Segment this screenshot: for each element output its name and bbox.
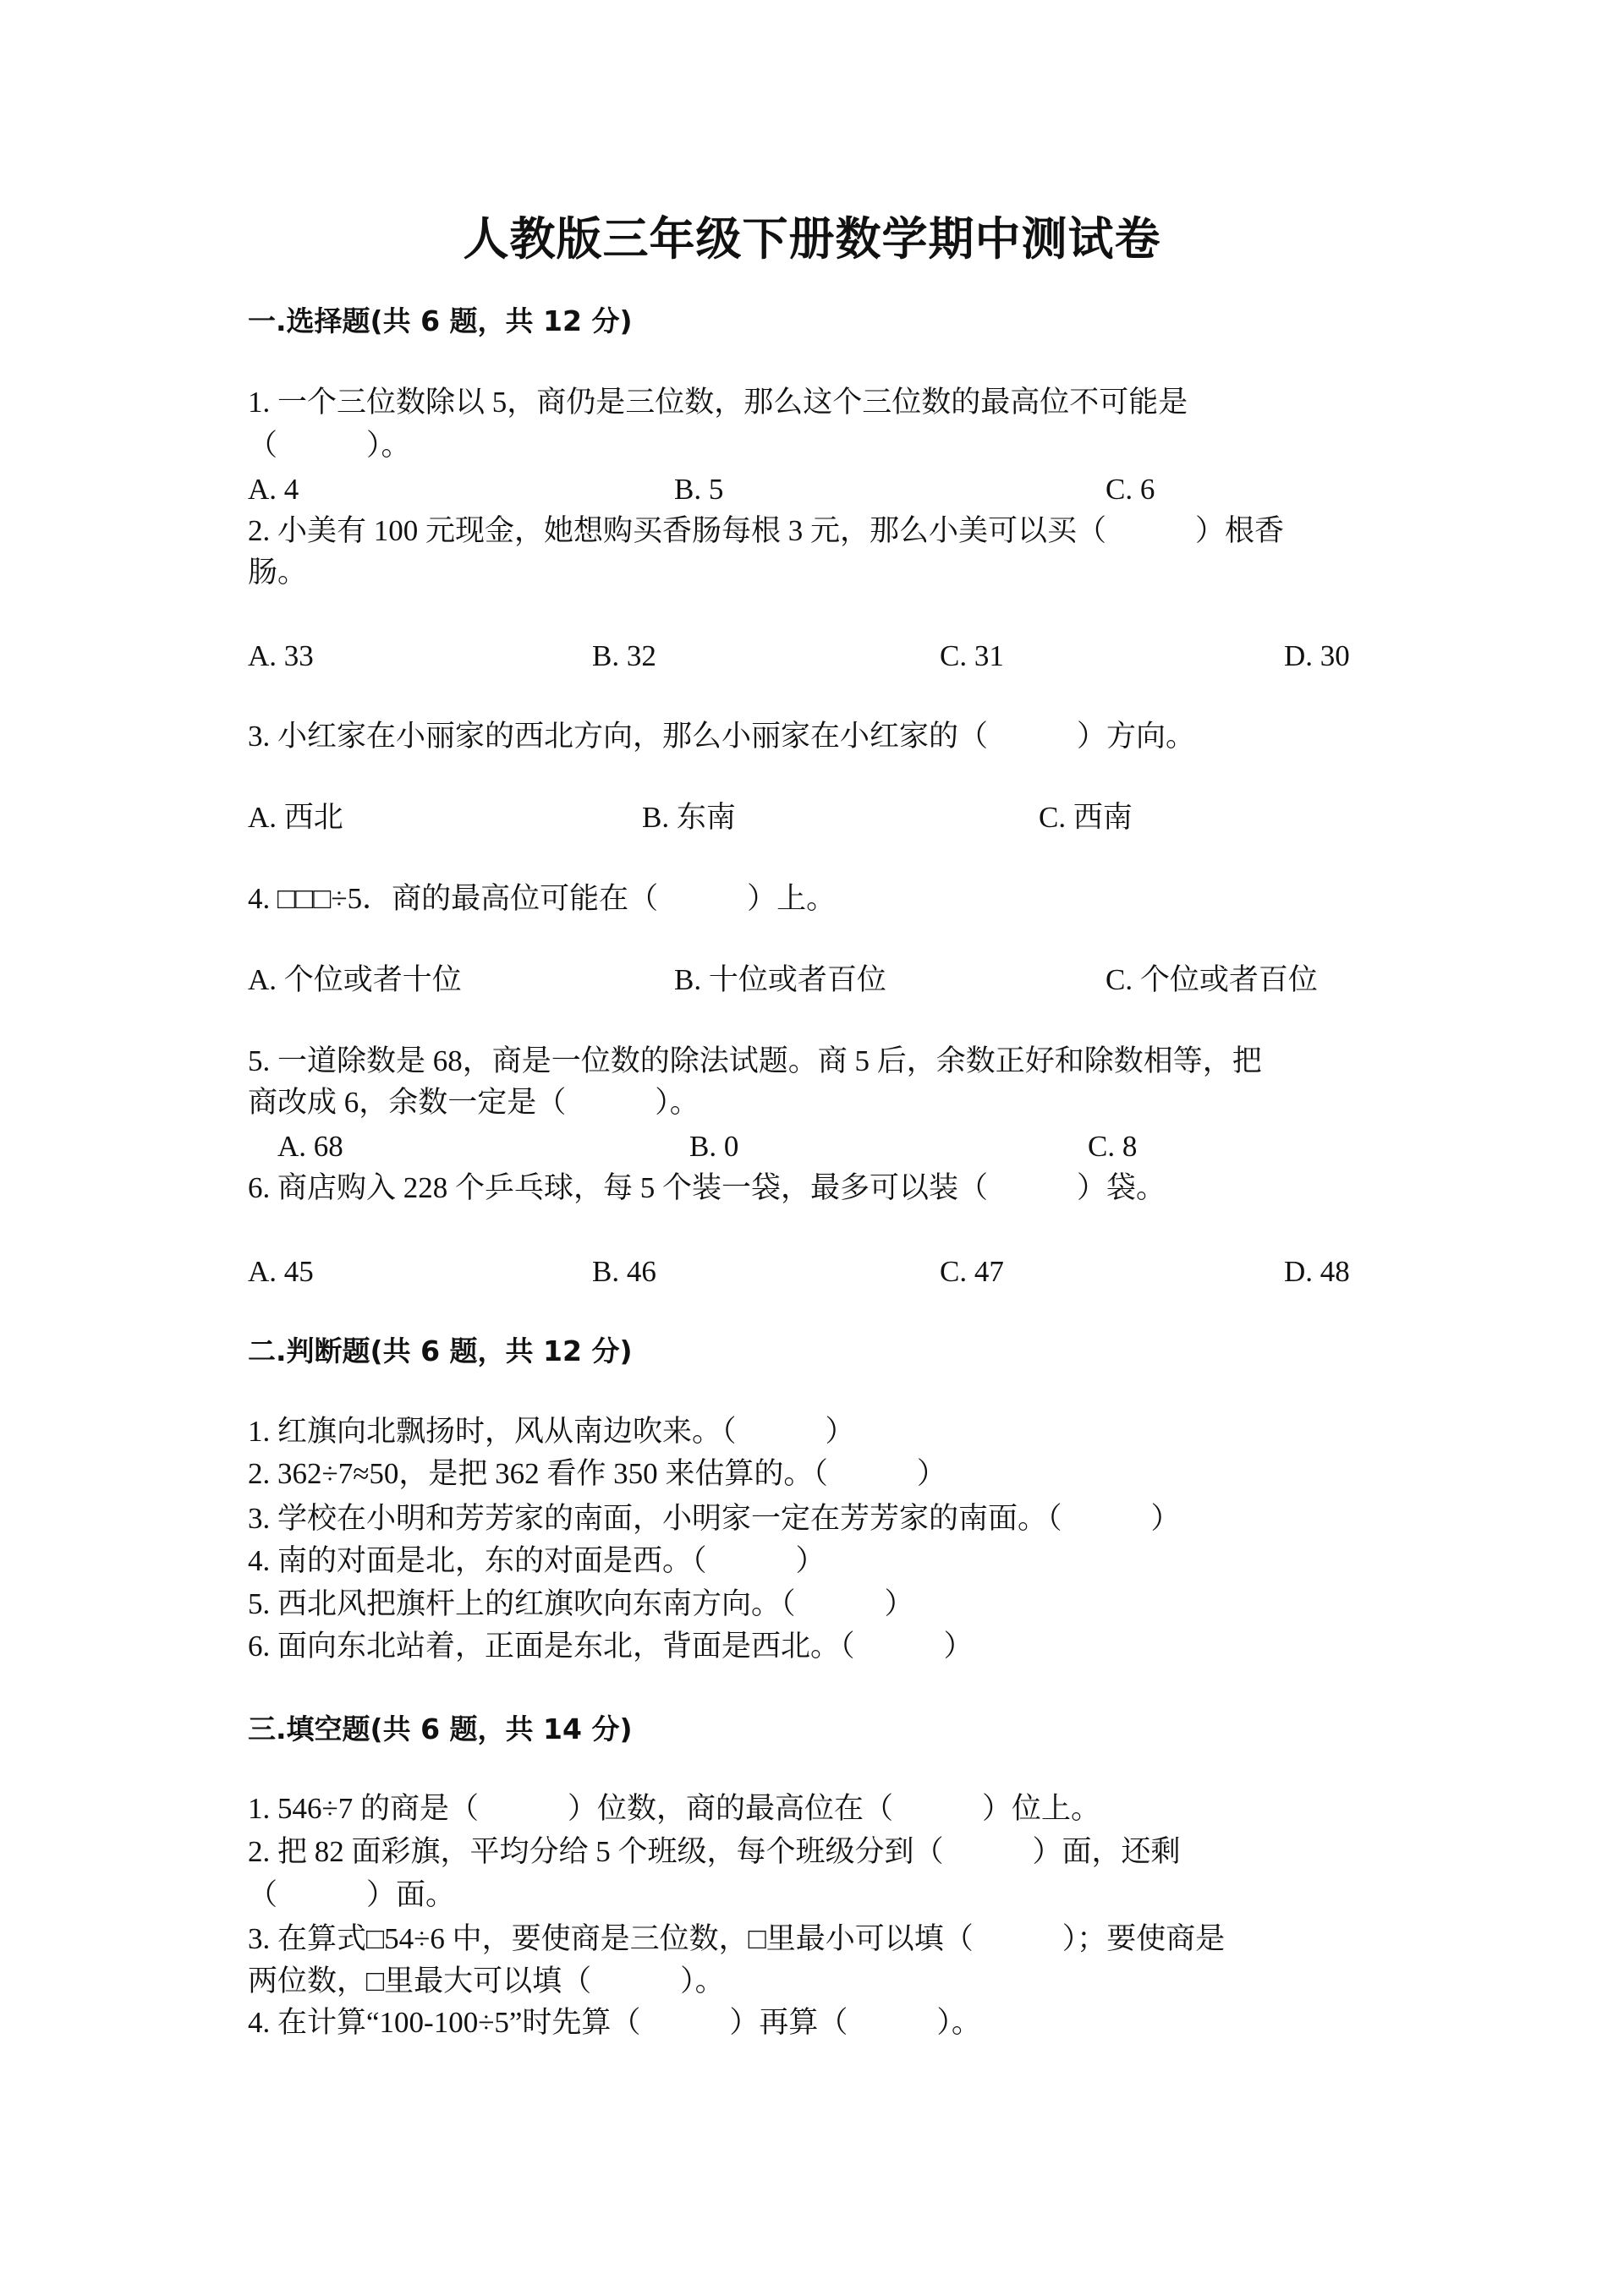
judgement-item: 2. 362÷7≈50，是把 362 看作 350 来估算的。（ ）	[248, 1457, 946, 1490]
judgement-item: 4. 南的对面是北，东的对面是西。（ ）	[248, 1544, 826, 1577]
option: B. 5	[674, 473, 724, 506]
option: A. 33	[248, 639, 314, 672]
fill-blank-line: 3. 在算式□54÷6 中，要使商是三位数，□里最小可以填（ ）；要使商是	[248, 1922, 1226, 1955]
question-text: 3. 小红家在小丽家的西北方向，那么小丽家在小红家的（ ）方向。	[248, 720, 1196, 753]
section-heading-choice: 一.选择题(共 6 题，共 12 分)	[248, 304, 633, 337]
question-text: 1. 一个三位数除以 5，商仍是三位数，那么这个三位数的最高位不可能是	[248, 386, 1188, 419]
option: C. 个位或者百位	[1106, 963, 1318, 996]
question-text: 2. 小美有 100 元现金，她想购买香肠每根 3 元，那么小美可以买（ ）根香	[248, 514, 1285, 547]
option: A. 西北	[248, 801, 343, 834]
option: C. 西南	[1039, 801, 1133, 834]
option: A. 68	[277, 1130, 343, 1163]
fill-blank-line: 4. 在计算“100-100÷5”时先算（ ）再算（ ）。	[248, 2006, 981, 2039]
option: A. 4	[248, 473, 299, 506]
section-heading-fill-blank: 三.填空题(共 6 题，共 14 分)	[248, 1712, 633, 1745]
option: B. 十位或者百位	[674, 963, 886, 996]
option: D. 48	[1284, 1255, 1350, 1288]
option: B. 东南	[642, 801, 736, 834]
judgement-item: 3. 学校在小明和芳芳家的南面，小明家一定在芳芳家的南面。（ ）	[248, 1502, 1181, 1535]
option: C. 6	[1106, 473, 1155, 506]
fill-blank-line: 1. 546÷7 的商是（ ）位数，商的最高位在（ ）位上。	[248, 1792, 1100, 1825]
option: C. 47	[940, 1255, 1004, 1288]
option: B. 46	[592, 1255, 656, 1288]
question-text: 5. 一道除数是 68，商是一位数的除法试题。商 5 后，余数正好和除数相等，把	[248, 1044, 1262, 1077]
question-text: 商改成 6，余数一定是（ ）。	[248, 1086, 700, 1119]
page-title: 人教版三年级下册数学期中测试卷	[463, 212, 1161, 266]
fill-blank-line: （ ）面。	[248, 1878, 456, 1911]
fill-blank-line: 2. 把 82 面彩旗，平均分给 5 个班级，每个班级分到（ ）面，还剩	[248, 1835, 1181, 1868]
judgement-item: 5. 西北风把旗杆上的红旗吹向东南方向。（ ）	[248, 1587, 914, 1620]
question-text: 肠。	[248, 556, 308, 589]
fill-blank-line: 两位数，□里最大可以填（ ）。	[248, 1964, 725, 1997]
question-text: 6. 商店购入 228 个乒乓球，每 5 个装一袋，最多可以装（ ）袋。	[248, 1171, 1166, 1204]
option: C. 31	[940, 639, 1004, 672]
option: C. 8	[1088, 1130, 1138, 1163]
option: B. 32	[592, 639, 656, 672]
question-text: 4. □□□÷5．商的最高位可能在（ ）上。	[248, 882, 837, 915]
judgement-item: 1. 红旗向北飘扬时，风从南边吹来。（ ）	[248, 1415, 855, 1448]
question-text: （ ）。	[248, 429, 411, 462]
option: A. 个位或者十位	[248, 963, 462, 996]
judgement-item: 6. 面向东北站着，正面是东北，背面是西北。（ ）	[248, 1630, 974, 1663]
section-heading-judgement: 二.判断题(共 6 题，共 12 分)	[248, 1334, 633, 1367]
option: A. 45	[248, 1255, 314, 1288]
option: B. 0	[689, 1130, 739, 1163]
option: D. 30	[1284, 639, 1350, 672]
